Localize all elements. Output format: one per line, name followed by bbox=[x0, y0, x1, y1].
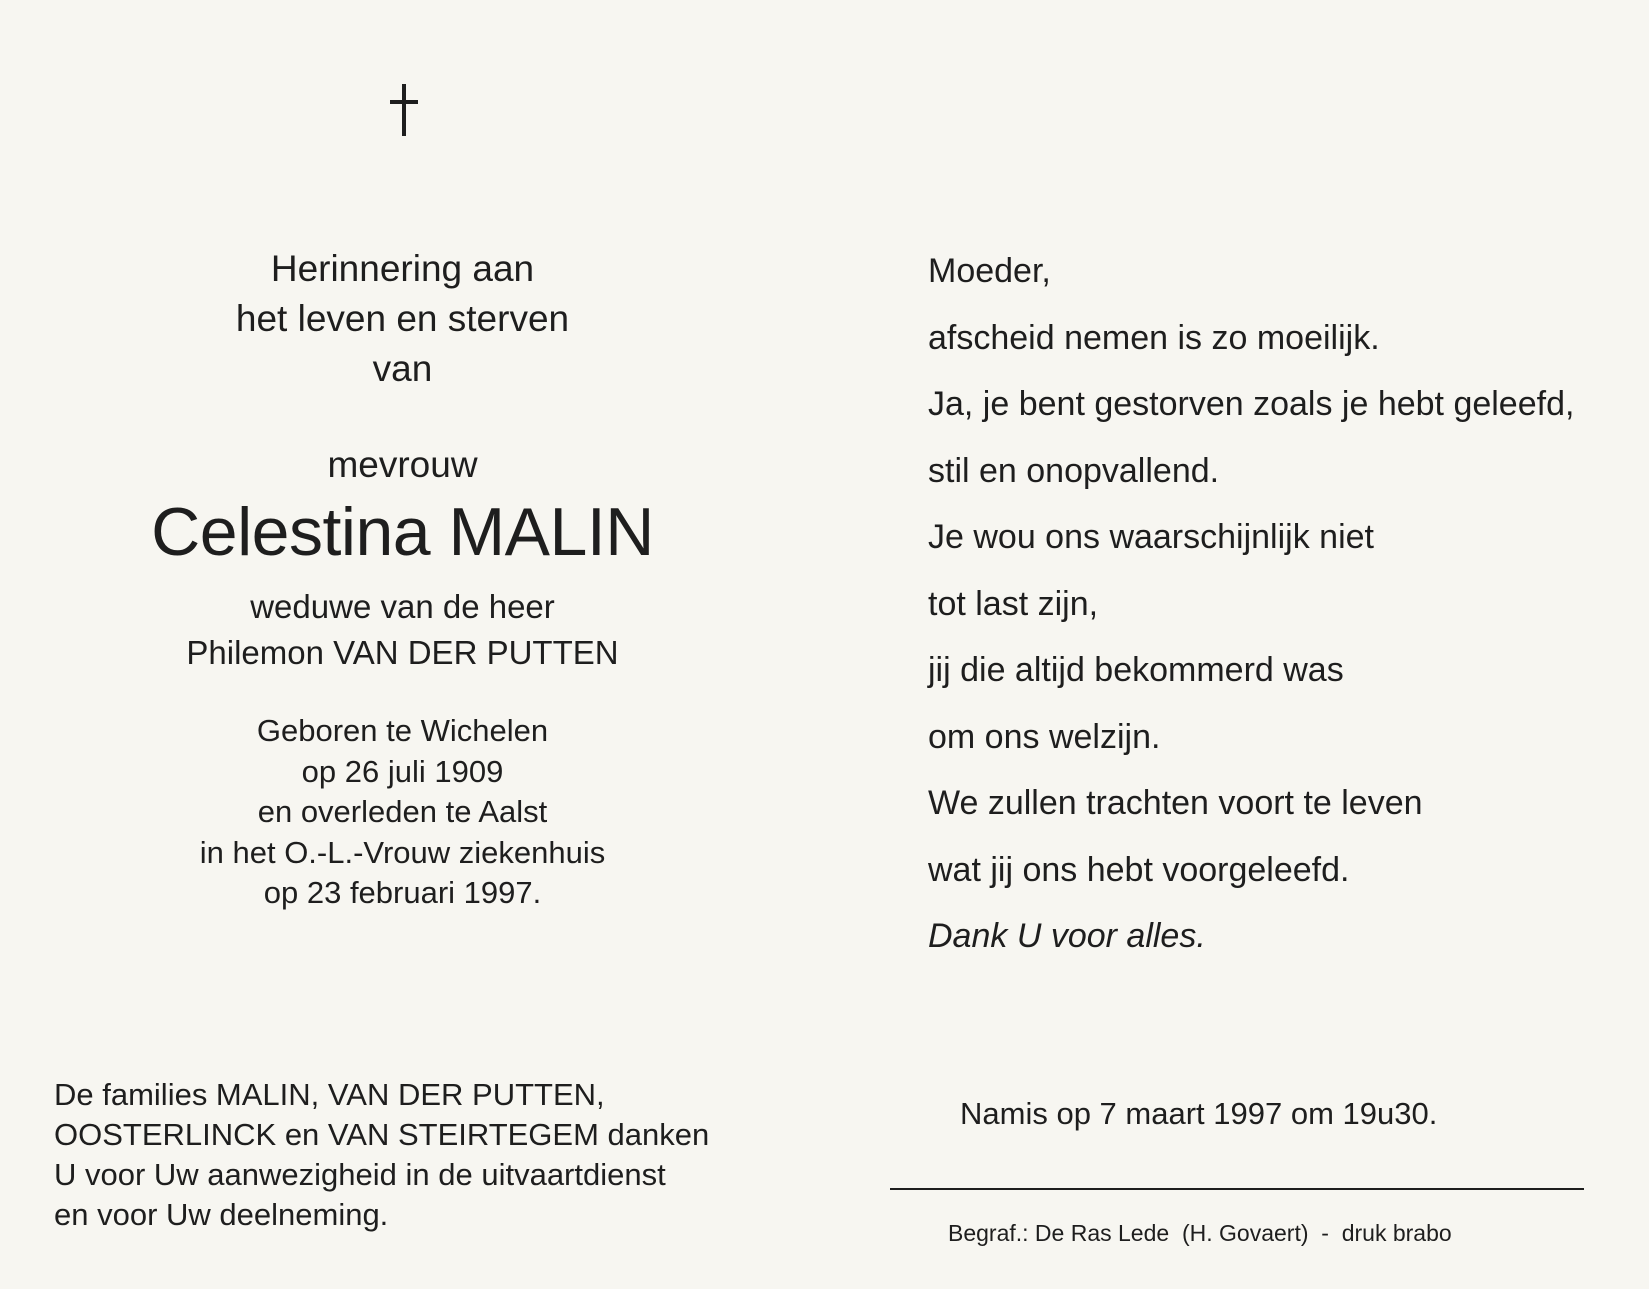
poem-line: stil en onopvallend. bbox=[928, 451, 1220, 490]
poem-line: Je wou ons waarschijnlijk niet bbox=[928, 518, 1374, 556]
date-line: op 26 juli 1909 bbox=[301, 753, 504, 789]
poem-line: wat jij ons hebt voorgeleefd. bbox=[928, 850, 1350, 889]
date-line: Geboren te Wichelen bbox=[256, 713, 549, 748]
deceased-name: Celestina MALIN bbox=[151, 494, 654, 570]
poem-line: om ons welzijn. bbox=[928, 717, 1161, 756]
date-line: en overleden te Aalst bbox=[257, 794, 548, 829]
cross-icon bbox=[384, 84, 424, 144]
namis-date: Namis op 7 maart 1997 om 19u30. bbox=[960, 1096, 1438, 1131]
poem-line: jij die altijd bekommerd was bbox=[928, 651, 1344, 689]
families-line: en voor Uw deelneming. bbox=[54, 1197, 389, 1232]
salutation: mevrouw bbox=[327, 444, 478, 485]
poem-line: afscheid nemen is zo moeilijk. bbox=[928, 318, 1380, 357]
poem-closing: Dank U voor alles. bbox=[928, 917, 1206, 955]
poem-line: Moeder, bbox=[928, 252, 1051, 290]
families-line: De families MALIN, VAN DER PUTTEN, bbox=[54, 1077, 605, 1112]
poem-line: We zullen trachten voort te leven bbox=[928, 784, 1423, 822]
date-line: in het O.-L.-Vrouw ziekenhuis bbox=[199, 834, 606, 870]
poem-line: Ja, je bent gestorven zoals je hebt geleefd, bbox=[928, 385, 1575, 423]
divider bbox=[890, 1188, 1584, 1190]
widow-line: Philemon VAN DER PUTTEN bbox=[186, 634, 619, 671]
widow-line: weduwe van de heer bbox=[250, 588, 555, 625]
families-line: U voor Uw aanwezigheid in de uitvaartdienst bbox=[54, 1157, 666, 1192]
families-line: OOSTERLINCK en VAN STEIRTEGEM danken bbox=[54, 1117, 710, 1152]
intro-line: Herinnering aan bbox=[270, 248, 535, 289]
intro-text bbox=[90, 244, 715, 394]
intro-line: het leven en sterven bbox=[235, 298, 570, 339]
widow-of bbox=[90, 584, 715, 676]
date-line: op 23 februari 1997. bbox=[263, 875, 542, 910]
life-dates bbox=[90, 711, 715, 914]
poem bbox=[928, 238, 1628, 970]
families-thanks bbox=[54, 1075, 754, 1235]
poem-line: tot last zijn, bbox=[928, 584, 1099, 623]
printer-credit: Begraf.: De Ras Lede (H. Govaert) - druk brabo bbox=[948, 1220, 1452, 1246]
intro-line: van bbox=[372, 348, 433, 389]
